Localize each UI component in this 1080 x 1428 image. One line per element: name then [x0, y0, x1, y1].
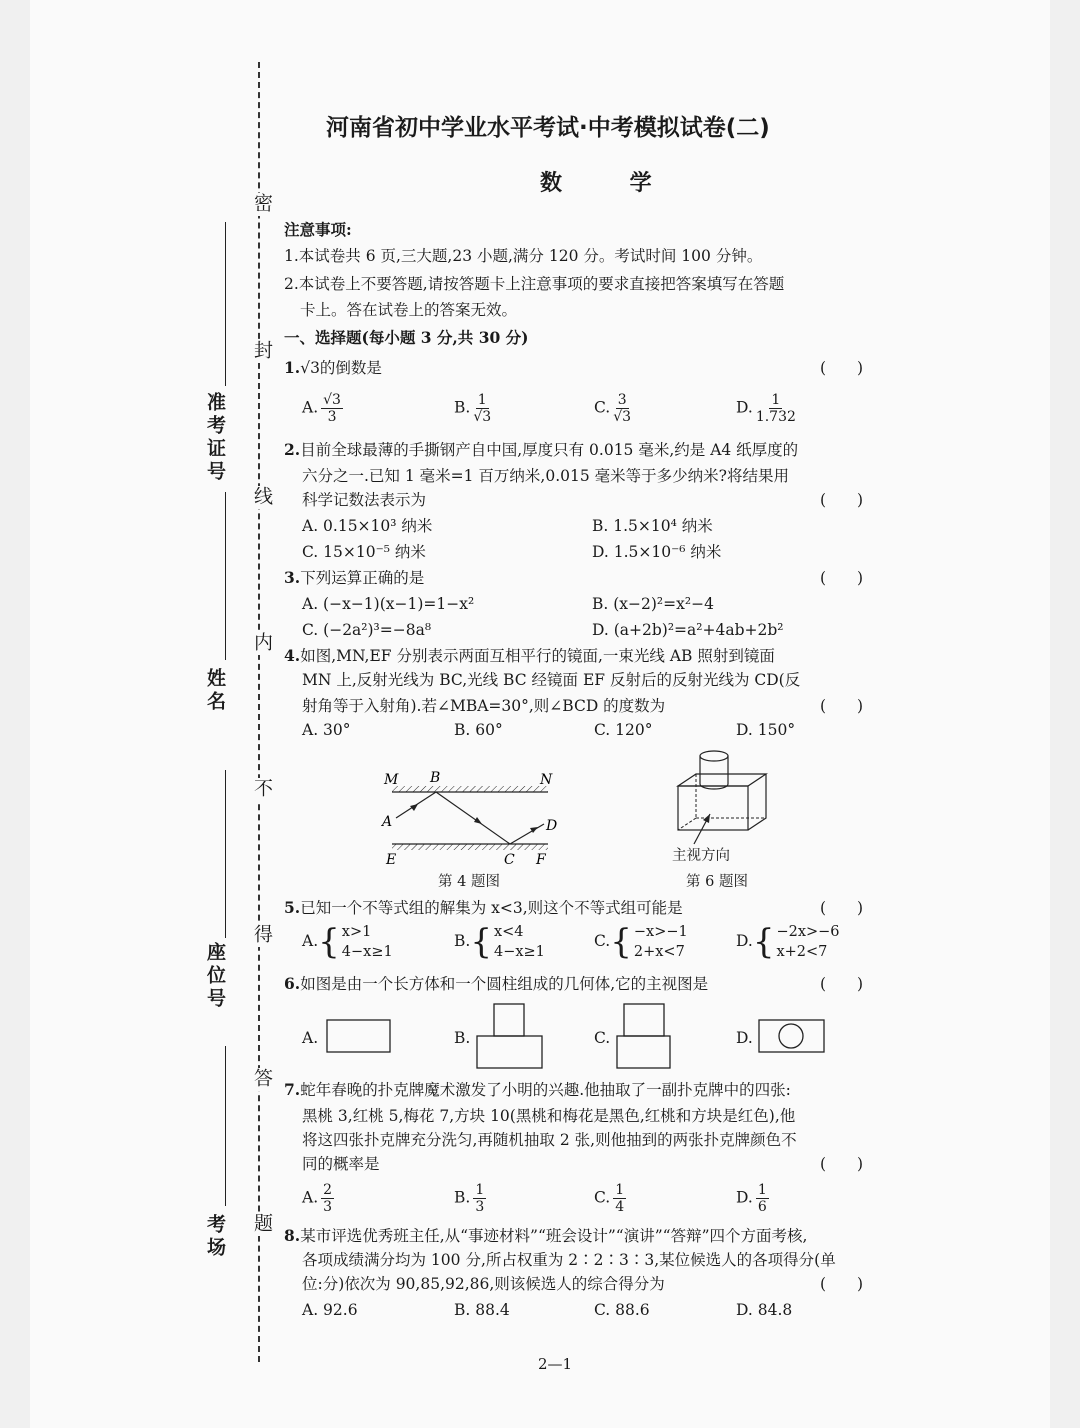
question-5-stem — [284, 898, 683, 918]
notice-item: 2.本试卷上不要答题,请按答题卡上注意事项的要求直接把答案填写在答题 — [284, 275, 785, 293]
question-8-line: 位:分)依次为 90,85,92,86,则该候选人的综合得分为 — [302, 1275, 665, 1293]
option-c[interactable]: C. 88.6 — [594, 1301, 650, 1319]
box-top — [678, 774, 766, 786]
circle-shape — [779, 1024, 803, 1048]
figure-6-direction: 主视方向 — [672, 848, 730, 864]
option-label: C. — [594, 932, 611, 950]
page-number: 2—1 — [538, 1355, 573, 1373]
fraction — [321, 392, 343, 425]
inequality: 4−x≥1 — [493, 944, 545, 960]
denominator: 6 — [757, 1199, 767, 1215]
rectangle-shape — [759, 1020, 824, 1052]
box-front — [678, 786, 748, 830]
option-a[interactable] — [302, 1182, 334, 1215]
numerator: 1 — [757, 1182, 767, 1198]
box-right — [748, 774, 766, 830]
figure-4-mirrors — [380, 768, 560, 868]
seal-char: 题 — [249, 1213, 276, 1236]
inequality-system — [470, 922, 545, 962]
field-line — [225, 770, 226, 938]
inequality-system — [753, 922, 840, 962]
option-d[interactable] — [736, 392, 796, 425]
denominator: 1.732 — [755, 409, 796, 425]
option-b[interactable] — [454, 1182, 486, 1215]
option-d[interactable]: D. 84.8 — [736, 1301, 793, 1319]
question-3-stem — [284, 568, 424, 588]
answer-paren: ( ) — [820, 1155, 864, 1173]
question-number: 5. — [284, 898, 301, 917]
option-label: C. — [594, 1188, 611, 1207]
option-d[interactable]: D. (a+2b)²=a²+4ab+2b² — [592, 621, 784, 639]
numerator: 3 — [617, 392, 627, 408]
question-number: 8. — [284, 1226, 301, 1245]
figure-4-caption: 第 4 题图 — [438, 874, 500, 890]
numerator: √3 — [323, 392, 341, 408]
option-label: D. — [736, 932, 753, 950]
option-b[interactable] — [454, 392, 491, 425]
fraction — [756, 392, 796, 425]
question-2-line: 六分之一.已知 1 毫米=1 百万纳米,0.015 毫米等于多少纳米?将结果用 — [302, 467, 789, 485]
mirror-mn-hatch — [392, 786, 548, 792]
option-label: A. — [302, 1188, 319, 1207]
option-b[interactable] — [454, 922, 545, 962]
exam-page — [30, 0, 1050, 1428]
question-text: 蛇年春晚的扑克牌魔术激发了小明的兴趣.他抽取了一副扑克牌中的四张: — [300, 1081, 791, 1099]
question-1-stem — [284, 358, 382, 378]
seal-dashed-line — [258, 62, 260, 1362]
seal-char: 不 — [249, 778, 276, 801]
inequality: −2x>−6 — [776, 924, 840, 940]
question-4-line: MN 上,反射光线为 BC,光线 BC 经镜面 EF 反射后的反射光线为 CD(反 — [302, 671, 801, 689]
option-label: B. — [454, 1188, 471, 1207]
seal-char: 封 — [249, 340, 276, 363]
answer-paren: ( ) — [820, 359, 864, 377]
question-4-line: 射角等于入射角).若∠MBA=30°,则∠BCD 的度数为 — [302, 697, 666, 715]
brace-icon: { — [318, 922, 340, 962]
option-b[interactable]: B. 88.4 — [454, 1301, 510, 1319]
field-line — [225, 1046, 226, 1206]
fraction — [321, 1182, 334, 1215]
upper-square — [624, 1004, 664, 1036]
option-b[interactable]: B. 60° — [454, 721, 503, 739]
option-a-figure[interactable] — [326, 1018, 392, 1054]
inequality: x>1 — [341, 924, 372, 940]
cylinder-top — [700, 751, 728, 761]
option-label: A. — [302, 932, 319, 950]
numerator: 1 — [615, 1182, 625, 1198]
question-number: 7. — [284, 1080, 301, 1099]
ray-bc — [436, 792, 510, 844]
box-hidden-edge — [678, 818, 696, 830]
lower-rectangle — [617, 1036, 670, 1068]
option-c-label[interactable]: C. — [594, 1029, 611, 1047]
option-label: D. — [736, 1188, 753, 1207]
option-d[interactable] — [736, 1182, 769, 1215]
answer-paren: ( ) — [820, 1275, 864, 1293]
seal-char: 答 — [249, 1068, 276, 1091]
option-c[interactable]: C. (−2a²)³=−8a⁸ — [302, 621, 432, 639]
option-label: C. — [594, 398, 611, 417]
ray-cd — [510, 824, 544, 844]
notice-heading: 注意事项: — [284, 220, 352, 239]
seal-char: 密 — [249, 193, 276, 216]
denominator: √3 — [473, 409, 492, 425]
question-7-line: 同的概率是 — [302, 1155, 380, 1173]
option-a[interactable]: A. 0.15×10³ 纳米 — [302, 517, 433, 535]
answer-paren: ( ) — [820, 697, 864, 715]
view-arrow-head — [703, 814, 710, 823]
inequality: −x>−1 — [633, 924, 688, 940]
option-label: B. — [454, 398, 471, 417]
option-c[interactable]: C. 15×10⁻⁵ 纳米 — [302, 543, 426, 561]
numerator: 1 — [477, 392, 487, 408]
field-label-room: 考场 — [204, 1214, 226, 1260]
option-d[interactable] — [736, 922, 840, 962]
question-number: 1. — [284, 358, 301, 377]
question-text: 已知一个不等式组的解集为 x<3,则这个不等式组可能是 — [300, 899, 683, 917]
fraction — [473, 392, 491, 425]
inequality: 4−x≥1 — [341, 944, 393, 960]
question-7-line — [284, 1080, 791, 1100]
denominator: 3 — [327, 409, 337, 425]
option-d[interactable]: D. 150° — [736, 721, 796, 739]
option-a[interactable]: A. (−x−1)(x−1)=1−x² — [302, 595, 475, 613]
option-label: B. — [454, 932, 471, 950]
option-b[interactable]: B. 1.5×10⁴ 纳米 — [592, 517, 713, 535]
denominator: 4 — [615, 1199, 625, 1215]
question-number: 2. — [284, 440, 301, 459]
denominator: 3 — [475, 1199, 485, 1215]
option-label: A. — [302, 398, 319, 417]
question-8-line — [284, 1226, 807, 1246]
question-number: 6. — [284, 974, 301, 993]
field-line — [225, 222, 226, 386]
denominator: 3 — [323, 1199, 333, 1215]
option-a[interactable]: A. 92.6 — [302, 1301, 358, 1319]
fraction — [756, 1182, 769, 1215]
option-c[interactable] — [594, 392, 631, 425]
label-m: M — [384, 772, 399, 788]
option-a-label[interactable]: A. — [302, 1029, 319, 1047]
option-d-figure[interactable] — [758, 1018, 826, 1054]
seal-char: 线 — [249, 486, 276, 509]
question-2-line: 科学记数法表示为 — [302, 491, 427, 509]
option-c[interactable]: C. 120° — [594, 721, 653, 739]
label-a: A — [382, 814, 393, 830]
question-4-line — [284, 646, 775, 666]
arrow-ab — [410, 804, 418, 811]
figure-6-caption: 第 6 题图 — [686, 874, 748, 890]
question-text: 如图是由一个长方体和一个圆柱组成的几何体,它的主视图是 — [300, 975, 709, 993]
option-b-figure[interactable] — [476, 1002, 544, 1070]
question-7-line: 将这四张扑克牌充分洗匀,再随机抽取 2 张,则他抽到的两张扑克牌颜色不 — [302, 1131, 797, 1149]
question-number: 3. — [284, 568, 301, 587]
label-n: N — [540, 772, 553, 788]
field-label-seat: 座位号 — [204, 942, 226, 1011]
question-7-line: 黑桃 3,红桃 5,梅花 7,方块 10(黑桃和梅花是黑色,红桃和方块是红色),他 — [302, 1107, 796, 1125]
fraction — [613, 392, 631, 425]
question-text: √3的倒数是 — [300, 359, 382, 377]
label-b: B — [430, 770, 441, 786]
brace-icon: { — [470, 922, 492, 962]
answer-paren: ( ) — [820, 491, 864, 509]
label-e: E — [386, 852, 397, 868]
field-label-ticket: 准考证号 — [204, 392, 226, 484]
label-c: C — [504, 852, 515, 868]
option-label: D. — [736, 398, 753, 417]
section-heading: 一、选择题(每小题 3 分,共 30 分) — [284, 328, 529, 347]
inequality-system — [318, 922, 393, 962]
option-c-figure[interactable] — [616, 1002, 672, 1070]
answer-paren: ( ) — [820, 975, 864, 993]
notice-item: 1.本试卷共 6 页,三大题,23 小题,满分 120 分。考试时间 100 分钟。 — [284, 247, 763, 265]
rectangle-shape — [327, 1020, 390, 1052]
question-number: 4. — [284, 646, 301, 665]
fraction — [473, 1182, 486, 1215]
exam-title: 河南省初中学业水平考试·中考模拟试卷(二) — [326, 115, 770, 141]
numerator: 1 — [771, 392, 781, 408]
question-text: 某市评选优秀班主任,从“事迹材料”“班会设计”“演讲”“答辩”四个方面考核, — [300, 1227, 808, 1245]
field-line — [225, 492, 226, 660]
inequality-system — [610, 922, 688, 962]
numerator: 1 — [475, 1182, 485, 1198]
answer-paren: ( ) — [820, 569, 864, 587]
option-a[interactable] — [302, 922, 393, 962]
option-c[interactable] — [594, 1182, 626, 1215]
option-b[interactable]: B. (x−2)²=x²−4 — [592, 595, 714, 613]
arrow-bc — [474, 817, 482, 824]
option-a[interactable]: A. 30° — [302, 721, 351, 739]
option-d[interactable]: D. 1.5×10⁻⁶ 纳米 — [592, 543, 722, 561]
numerator: 2 — [323, 1182, 333, 1198]
field-label-name: 姓名 — [204, 668, 226, 714]
mirror-ef-hatch — [392, 844, 548, 850]
label-f: F — [536, 852, 546, 868]
fraction — [613, 1182, 626, 1215]
inequality: x<4 — [493, 924, 524, 940]
inequality: x+2<7 — [776, 944, 828, 960]
denominator: √3 — [613, 409, 632, 425]
option-b-label[interactable]: B. — [454, 1029, 471, 1047]
figure-6-solid — [670, 748, 780, 848]
brace-icon: { — [610, 922, 632, 962]
label-d: D — [546, 818, 558, 834]
lower-rectangle — [477, 1036, 542, 1068]
seal-char: 内 — [249, 632, 276, 655]
answer-paren: ( ) — [820, 899, 864, 917]
option-c[interactable] — [594, 922, 688, 962]
subject-title: 数 学 — [540, 171, 682, 196]
question-text: 目前全球最薄的手撕钢产自中国,厚度只有 0.015 毫米,约是 A4 纸厚度的 — [300, 441, 799, 459]
brace-icon: { — [752, 922, 775, 962]
upper-square — [494, 1004, 524, 1036]
question-text: 下列运算正确的是 — [300, 569, 425, 587]
option-a[interactable] — [302, 392, 343, 425]
question-text: 如图,MN,EF 分别表示两面互相平行的镜面,一束光线 AB 照射到镜面 — [300, 647, 775, 665]
inequality: 2+x<7 — [633, 944, 685, 960]
question-6-stem — [284, 974, 708, 994]
question-8-line: 各项成绩满分均为 100 分,所占权重为 2∶2∶3∶3,某位候选人的各项得分(单 — [302, 1251, 836, 1269]
seal-char: 得 — [249, 924, 276, 947]
notice-item: 卡上。答在试卷上的答案无效。 — [300, 301, 518, 319]
option-d-label[interactable]: D. — [736, 1029, 753, 1047]
question-2-line — [284, 440, 798, 460]
